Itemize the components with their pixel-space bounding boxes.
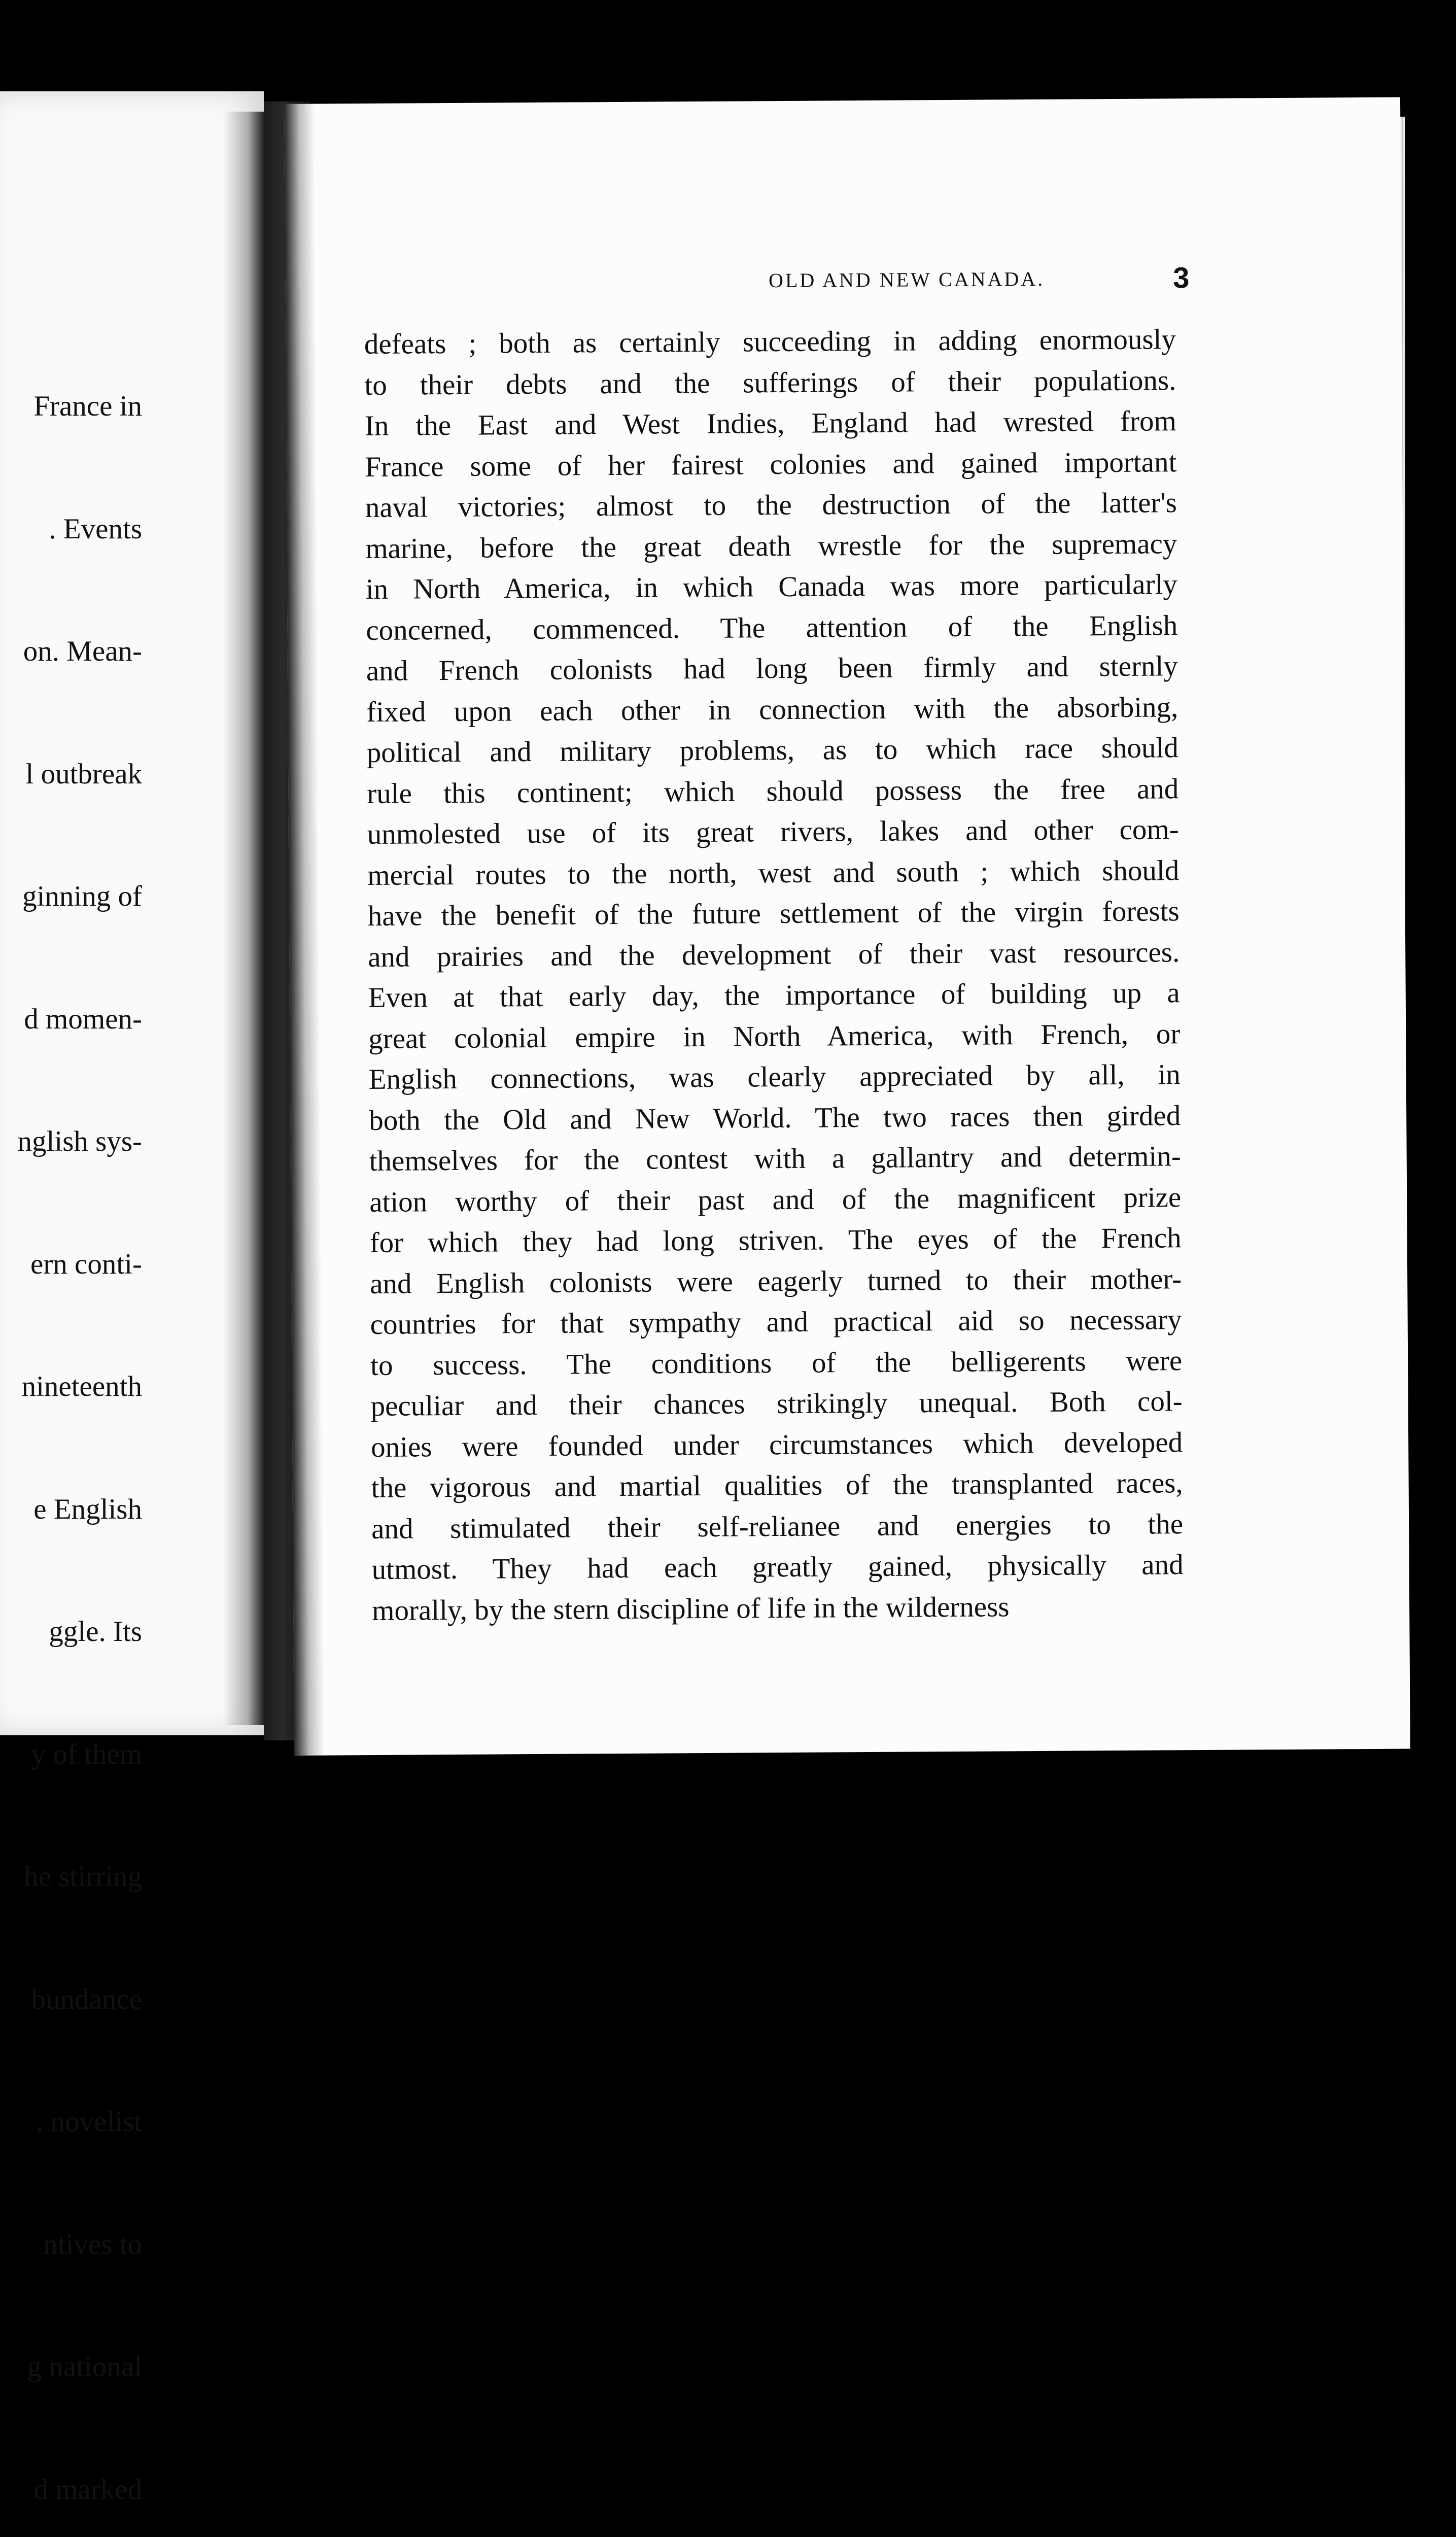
page-curl-shadow (223, 112, 264, 1725)
text-line: to their debts and the sufferings of their populations. (364, 364, 1176, 401)
text-line: and French colonists had long been firmly and sternly (366, 650, 1178, 688)
text-line: utmost. They had each greatly gained, physically and (371, 1549, 1184, 1586)
text-line: great colonial empire in North America, with French, or (368, 1017, 1181, 1055)
text-line: peculiar and their chances strikingly unequal. Both col- (370, 1385, 1183, 1423)
text-line: concerned, commenced. The attention of the English (366, 609, 1178, 646)
previous-page-line: bundance (31, 1983, 142, 2015)
text-line: rule this continent; which should possess the free and (367, 772, 1179, 810)
text-line: France some of her fairest colonies and gained important (365, 445, 1177, 483)
text-line: in North America, in which Canada was more particularly (365, 568, 1178, 606)
previous-page-line: . Events (49, 512, 142, 545)
text-line: and English colonists were eagerly turned to their mother- (370, 1262, 1182, 1300)
text-line: naval victories; almost to the destruction of the latter's (365, 487, 1177, 524)
previous-page-line: g national (27, 2351, 142, 2383)
previous-page-line: ntives to (43, 2228, 142, 2260)
text-line: and stimulated their self-relianee and energies to the (371, 1507, 1184, 1545)
previous-page-line: , novelist (36, 2106, 142, 2138)
running-head: OLD AND NEW CANADA. (768, 267, 1045, 292)
text-line: political and military problems, as to which race should (366, 732, 1178, 769)
previous-page-line: ggle. Its (49, 1616, 142, 1648)
previous-page-line: y of them (31, 1738, 142, 1770)
current-page (284, 97, 1410, 1756)
text-line: for which they had long striven. The eyes of the French (369, 1222, 1182, 1259)
text-line: themselves for the contest with a gallantry and determin- (369, 1140, 1181, 1178)
text-line: mercial routes to the north, west and south ; which should (367, 854, 1180, 892)
text-line: In the East and West Indies, England had wrested from (364, 405, 1177, 442)
previous-page-line: l outbreak (25, 758, 142, 790)
text-line: have the benefit of the future settlement of the virgin forests (367, 895, 1180, 933)
text-line: marine, before the great death wrestle for the supremacy (365, 527, 1177, 565)
previous-page-line: nineteenth (21, 1370, 142, 1402)
page-number: 3 (1172, 261, 1190, 295)
text-line: unmolested use of its great rivers, lakes and other com- (367, 813, 1179, 851)
text-line: the vigorous and martial qualities of the transplanted races, (371, 1467, 1183, 1504)
previous-page-line: d marked (33, 2473, 142, 2506)
previous-page-line: e English (33, 1493, 142, 1525)
previous-page-line: ginning of (22, 880, 142, 912)
previous-page-line: on. Mean- (23, 635, 142, 667)
text-line: to success. The conditions of the belligerents were (370, 1344, 1183, 1382)
page-body-text (364, 319, 1184, 1631)
previous-page-line: nglish sys- (17, 1125, 142, 1157)
text-line: English connections, was clearly appreciated by all, in (368, 1058, 1181, 1096)
previous-page-line: d momen- (24, 1003, 142, 1035)
text-line: countries for that sympathy and practical aid so necessary (370, 1304, 1182, 1341)
text-line: fixed upon each other in connection with the absorbing, (366, 691, 1178, 728)
previous-page-line: ern conti- (30, 1248, 142, 1280)
previous-page-line: he stirring (24, 1861, 142, 1893)
text-line: onies were founded under circumstances which developed (370, 1426, 1183, 1463)
text-line: ation worthy of their past and of the magnificent prize (369, 1181, 1182, 1218)
text-line: defeats ; both as certainly succeeding in adding enormously (364, 323, 1176, 361)
text-line: both the Old and New World. The two races then girded (369, 1099, 1181, 1137)
text-line: and prairies and the development of their vast resources. (368, 936, 1180, 973)
text-line: Even at that early day, the importance of building up a (368, 977, 1180, 1014)
text-line: morally, by the stern discipline of life in the wilderness (371, 1590, 1010, 1627)
previous-page-line: France in (33, 390, 142, 422)
previous-page-text (0, 304, 142, 2537)
